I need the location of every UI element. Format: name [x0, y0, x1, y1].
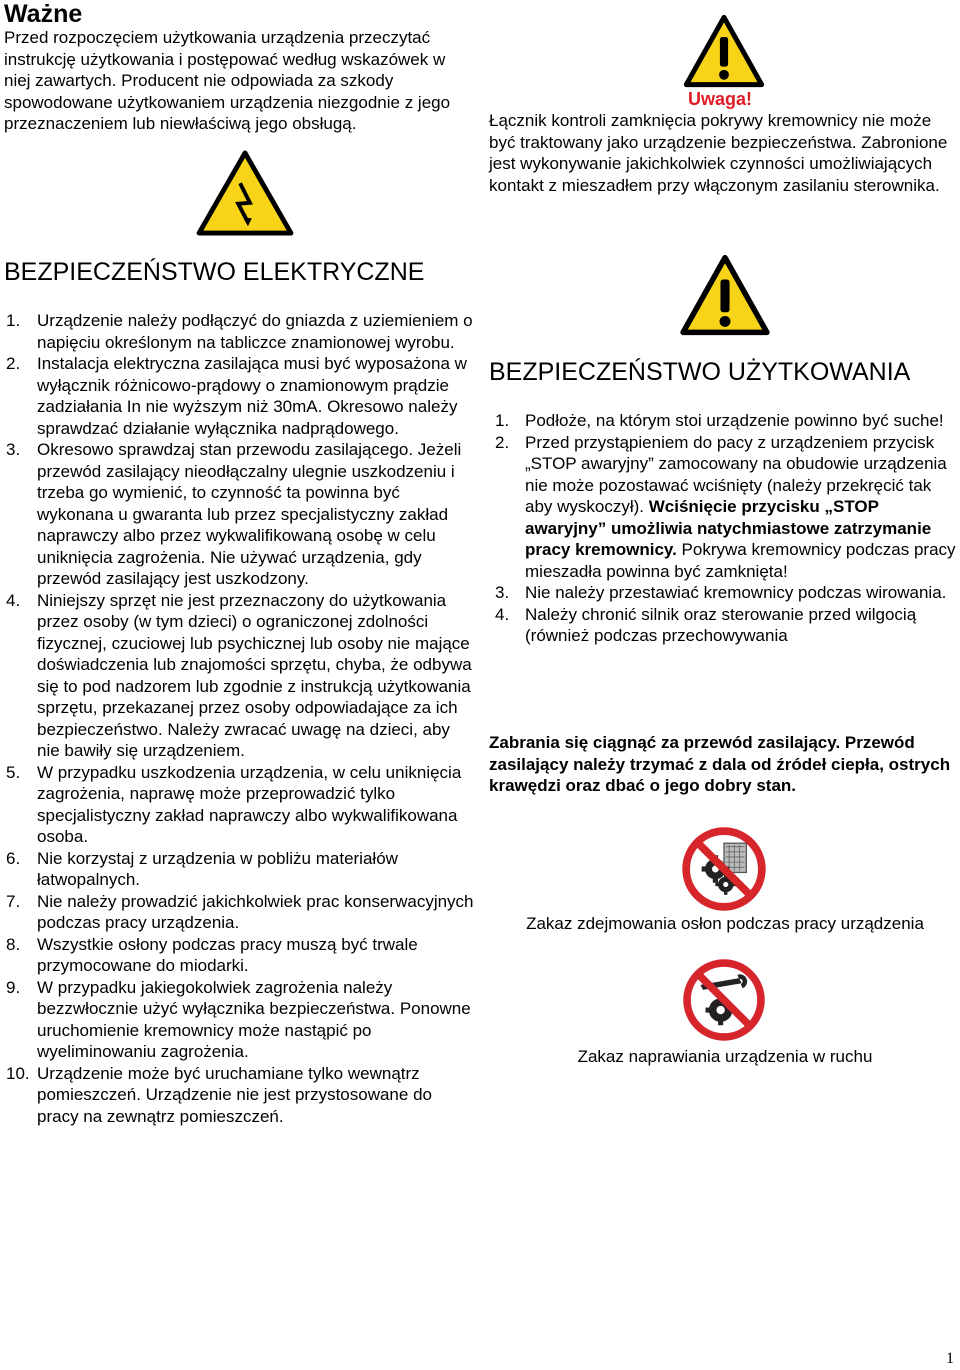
list-number: 10. — [6, 1063, 30, 1083]
list-text: Urządzenie należy podłączyć do gniazda z uziemieniem o napięciu określonym na tabliczce znamionowej wyrobu. — [37, 311, 473, 352]
list-number: 2. — [495, 432, 510, 452]
power-cable-note: Zabrania się ciągnąć za przewód zasilający. Przewód zasilający należy trzymać z dala od źródeł ciepła, ostrych krawędzi oraz dbać o jego dobry stan. — [489, 733, 951, 795]
intro-paragraph: Przed rozpoczęciem użytkowania urządzenia przeczytać instrukcję użytkowania i postępować według wskazówek w niej zawartych. Producent nie odpowiada za szkody spowodowane użytkowaniem urządzenia niezgodnie z jego przeznaczeniem lub niewłaściwą jego obsługą. — [4, 28, 451, 133]
list-item — [6, 848, 476, 891]
list-text: W przypadku jakiegokolwiek zagrożenia należy bezzwłocznie użyć wyłącznika bezpieczeństwa. Ponowne uruchomienie kremownicy może nastąpić po wyeliminowaniu zagrożenia. — [37, 977, 471, 1061]
list-number: 3. — [6, 440, 21, 459]
list-item — [495, 604, 957, 647]
list-item — [6, 762, 476, 848]
list-item — [6, 590, 476, 762]
list-item — [6, 439, 476, 590]
list-number: 7. — [6, 891, 21, 911]
list-item — [6, 891, 476, 934]
list-number: 8. — [6, 934, 21, 954]
list-text-part: Przed przystąpieniem do pacy z urządzeniem przycisk „STOP awaryjny” zamocowany na obudowie urządzenia nie może pozostawać wciśnięty (należy przekręcić tak aby wyskoczył). — [525, 432, 947, 516]
page-title: Ważne — [4, 0, 83, 28]
list-text: Nie należy przestawiać kremownicy podczas wirowania. — [525, 583, 947, 602]
usage-safety-list — [495, 410, 957, 647]
usage-safety-heading: BEZPIECZEŃSTWO UŻYTKOWANIA — [489, 358, 911, 386]
warning-title: Uwaga! — [688, 89, 753, 109]
electrical-safety-heading: BEZPIECZEŃSTWO ELEKTRYCZNE — [4, 258, 425, 286]
list-text: Okresowo sprawdzaj stan przewodu zasilającego. Jeżeli przewód zasilający nieodłączalny ulegnie uszkodzeniu i trzeba go wymienić, to czynność ta powinna być wykonana u gwaranta lub przez specjalistyczny zakład naprawczy albo przez wykwalifikowaną osobę w celu uniknięcia zagrożenia. Nie używać urządzenia, gdy przewód zasilający jest uszkodzony. — [37, 440, 462, 588]
prohibition-caption-guards: Zakaz zdejmowania osłon podczas pracy urządzenia — [526, 914, 924, 933]
page-number: 1 — [946, 1350, 954, 1367]
list-text: Nie należy prowadzić jakichkolwiek prac konserwacyjnych podczas pracy urządzenia. — [37, 891, 474, 932]
list-number: 1. — [495, 411, 510, 430]
list-text-part: Pokrywa kremownicy podczas pracy mieszadła powinna być zamknięta! — [525, 540, 956, 581]
list-text — [525, 432, 957, 583]
high-voltage-warning-icon — [196, 150, 294, 236]
list-item — [6, 934, 476, 977]
emergency-stop-note: Wciśnięcie przycisku „STOP awaryjny” umożliwia natychmiastowe zatrzymanie pracy kremownicy. — [525, 497, 932, 559]
list-number: 2. — [6, 354, 21, 373]
list-item — [6, 310, 476, 353]
list-text: Należy chronić silnik oraz sterowanie przed wilgocią (również podczas przechowywania — [525, 604, 917, 645]
list-number: 6. — [6, 848, 21, 868]
list-item — [6, 977, 476, 1063]
list-number: 5. — [6, 762, 21, 782]
list-number: 9. — [6, 977, 21, 997]
list-item — [495, 410, 957, 432]
warning-text: Łącznik kontroli zamknięcia pokrywy kremownicy nie może być traktowany jako urządzenie bezpieczeństwa. Zabronione jest wykonywanie jakichkolwiek czynności umożliwiających kontakt z mieszadłem przy włączonym zasilaniu sterownika. — [489, 111, 948, 195]
list-number: 3. — [495, 583, 510, 602]
electrical-safety-list — [6, 310, 476, 1127]
list-text: Wszystkie osłony podczas pracy muszą być trwale przymocowane do miodarki. — [37, 934, 418, 975]
list-number: 4. — [495, 604, 510, 624]
list-text: Urządzenie może być uruchamiane tylko wewnątrz pomieszczeń. Urządzenie nie jest przystosowane do pracy na zewnątrz pomieszczeń. — [37, 1063, 432, 1126]
list-text: Nie korzystaj z urządzenia w pobliżu materiałów łatwopalnych. — [37, 848, 398, 889]
no-repair-while-running-icon — [682, 958, 766, 1042]
list-item — [495, 432, 957, 583]
list-text: Podłoże, na którym stoi urządzenie powinno być suche! — [525, 411, 944, 430]
exclamation-warning-icon — [679, 254, 771, 336]
list-number: 1. — [6, 311, 21, 330]
list-item — [6, 1063, 476, 1128]
list-item — [6, 353, 476, 439]
no-removing-guards-icon — [681, 826, 767, 912]
list-number: 4. — [6, 590, 21, 610]
list-text: Niniejszy sprzęt nie jest przeznaczony do użytkowania przez osoby (w tym dzieci) o ograniczonej zdolności fizycznej, czuciowej lub psychicznej lub osoby nie mające doświadczenia lub znajomości sprzętu, chyba, że odbywa się to pod nadzorem lub zgodnie z instrukcją użytkowania sprzętu, przekazanej przez osoby odpowiadające za ich bezpieczeństwo. Należy zwracać uwagę na dzieci, aby nie bawiły się urządzeniem. — [37, 590, 472, 760]
prohibition-caption-repair: Zakaz naprawiania urządzenia w ruchu — [577, 1047, 873, 1066]
list-text: Instalacja elektryczna zasilająca musi być wyposażona w wyłącznik różnicowo-prądowy o znamionowym prądzie zadziałania In nie wyższym niż 30mA. Okresowo należy sprawdzać działanie wyłącznika nadprądowego. — [37, 354, 467, 438]
list-text: W przypadku uszkodzenia urządzenia, w celu uniknięcia zagrożenia, naprawę może przeprowadzić tylko specjalistyczny zakład naprawczy albo wykwalifikowana osoba. — [37, 762, 462, 846]
exclamation-warning-icon — [683, 14, 765, 88]
list-item — [495, 582, 957, 604]
